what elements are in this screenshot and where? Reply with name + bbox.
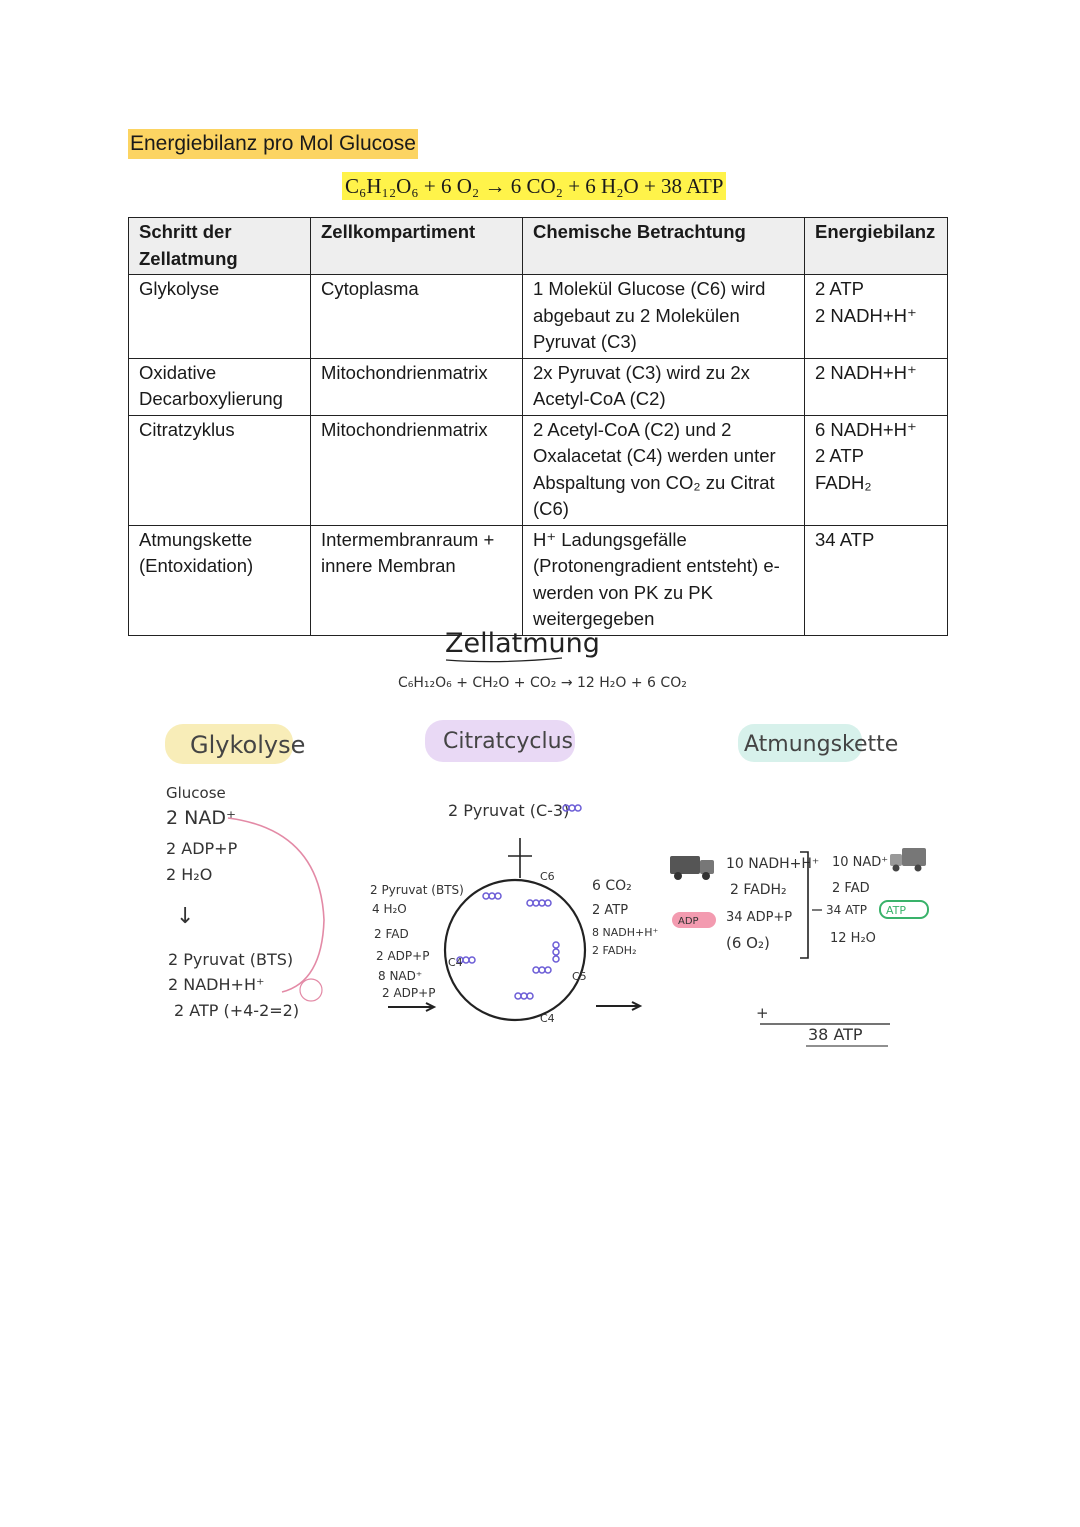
glykolyse-output: 2 Pyruvat (BTS): [168, 950, 294, 969]
citrate-cycle-circle: [445, 880, 585, 1020]
table-cell: 2 Acetyl-CoA (C2) und 2 Oxalacetat (C4) werden unter Abspaltung von CO₂ zu Citrat (C6): [523, 415, 805, 525]
energy-balance-table: [128, 217, 948, 636]
table-cell: 2 NADH+H⁺: [805, 358, 948, 415]
table-row: [129, 275, 948, 359]
glykolyse-input: Glucose: [166, 784, 226, 802]
table-cell: 1 Molekül Glucose (C6) wird abgebaut zu 2 Molekülen Pyruvat (C3): [523, 275, 805, 359]
zellatmung-sketch: [0, 620, 1080, 1060]
citrat-title: Citratcyclus: [443, 729, 573, 754]
glykolyse-input: 2 ADP+P: [166, 839, 238, 858]
citrat-right-item: 8 NADH+H⁺: [592, 926, 659, 939]
table-cell: 2x Pyruvat (C3) wird zu 2x Acetyl-CoA (C2): [523, 358, 805, 415]
cycle-carbon-label: C5: [572, 970, 587, 983]
cycle-carbon-label: C6: [540, 870, 555, 883]
header-energy: Energiebilanz: [805, 218, 948, 275]
glykolyse-output: 2 NADH+H⁺: [168, 975, 265, 994]
sketch-equation: C₆H₁₂O₆ + CH₂O + CO₂ → 12 H₂O + 6 CO₂: [398, 675, 687, 691]
citrat-right-item: 2 FADH₂: [592, 944, 637, 957]
atmung-output: 2 FAD: [832, 881, 870, 896]
table-cell: H⁺ Ladungsgefälle (Protonengradient entsteht) e- werden von PK zu PK weitergegeben: [523, 525, 805, 635]
table-cell: Citratzyklus: [129, 415, 311, 525]
atmung-input: (6 O₂): [726, 934, 770, 952]
truck-icon: [670, 856, 714, 880]
table-cell: Mitochondrienmatrix: [311, 358, 523, 415]
atp-label: ATP: [886, 904, 907, 917]
atmung-input: 10 NADH+H⁺: [726, 856, 820, 872]
atmung-output: 34 ATP: [826, 903, 867, 917]
citrat-top-label: 2 Pyruvat (C-3): [448, 801, 570, 820]
loop-marker-icon: [300, 979, 322, 1001]
citrat-left-item: 2 ADP+P: [382, 986, 436, 1000]
table-row: [129, 415, 948, 525]
table-cell: 6 NADH+H⁺ 2 ATP FADH₂: [805, 415, 948, 525]
atmung-input: 34 ADP+P: [726, 910, 793, 925]
total-atp: 38 ATP: [808, 1025, 863, 1044]
table-cell: Mitochondrienmatrix: [311, 415, 523, 525]
table-cell: Intermembranraum + innere Membran: [311, 525, 523, 635]
table-header-row: [129, 218, 948, 275]
table-cell: Cytoplasma: [311, 275, 523, 359]
glykolyse-input: 2 NAD⁺: [166, 807, 236, 829]
adp-label: ADP: [678, 916, 699, 927]
cycle-carbon-label: C4: [540, 1012, 555, 1025]
table-body: [129, 275, 948, 636]
header-step: Schritt der Zellatmung: [129, 218, 311, 275]
citrat-left-item: 2 ADP+P: [376, 949, 430, 963]
molecule-beads: [457, 805, 581, 999]
cycle-carbon-label: C4: [448, 956, 463, 969]
cycle-entry-arrow: [508, 838, 532, 878]
header-chemistry: Chemische Betrachtung: [523, 218, 805, 275]
table-row: [129, 525, 948, 635]
glykolyse-output: 2 ATP (+4-2=2): [174, 1001, 300, 1020]
atmung-output: 10 NAD⁺: [832, 855, 889, 870]
citrat-left-item: 4 H₂O: [372, 902, 407, 916]
atmung-title: Atmungskette: [744, 732, 899, 757]
citrat-right-item: 2 ATP: [592, 903, 629, 918]
header-compartment: Zellkompartiment: [311, 218, 523, 275]
truck-icon: [890, 848, 926, 872]
citrat-left-item: 8 NAD⁺: [378, 969, 423, 983]
page-title: Energiebilanz pro Mol Glucose: [128, 129, 418, 159]
plus-sign: +: [756, 1004, 769, 1022]
table-cell: Glykolyse: [129, 275, 311, 359]
table-cell: 2 ATP 2 NADH+H⁺: [805, 275, 948, 359]
glykolyse-title: Glykolyse: [190, 731, 306, 759]
atmung-input: 2 FADH₂: [730, 882, 787, 898]
atmung-output: 12 H₂O: [830, 931, 876, 946]
citrat-out-arrow: [596, 1002, 640, 1010]
sketch-heading: Zellatmung: [445, 628, 600, 659]
glykolyse-down-arrow-icon: ↓: [176, 904, 195, 929]
citrat-right-item: 6 CO₂: [592, 878, 632, 894]
citrat-left-item: 2 FAD: [374, 927, 409, 941]
citrat-left-item: 2 Pyruvat (BTS): [370, 883, 464, 897]
table-row: [129, 358, 948, 415]
citrat-in-arrow: [388, 1003, 434, 1011]
summary-equation: C₆H₁₂O₆ + 6 O₂ → 6 CO₂ + 6 H₂O + 38 ATP: [342, 172, 726, 200]
glykolyse-input: 2 H₂O: [166, 865, 213, 884]
table-cell: Oxidative Decarboxylierung: [129, 358, 311, 415]
table-cell: Atmungskette (Entoxidation): [129, 525, 311, 635]
table-cell: 34 ATP: [805, 525, 948, 635]
